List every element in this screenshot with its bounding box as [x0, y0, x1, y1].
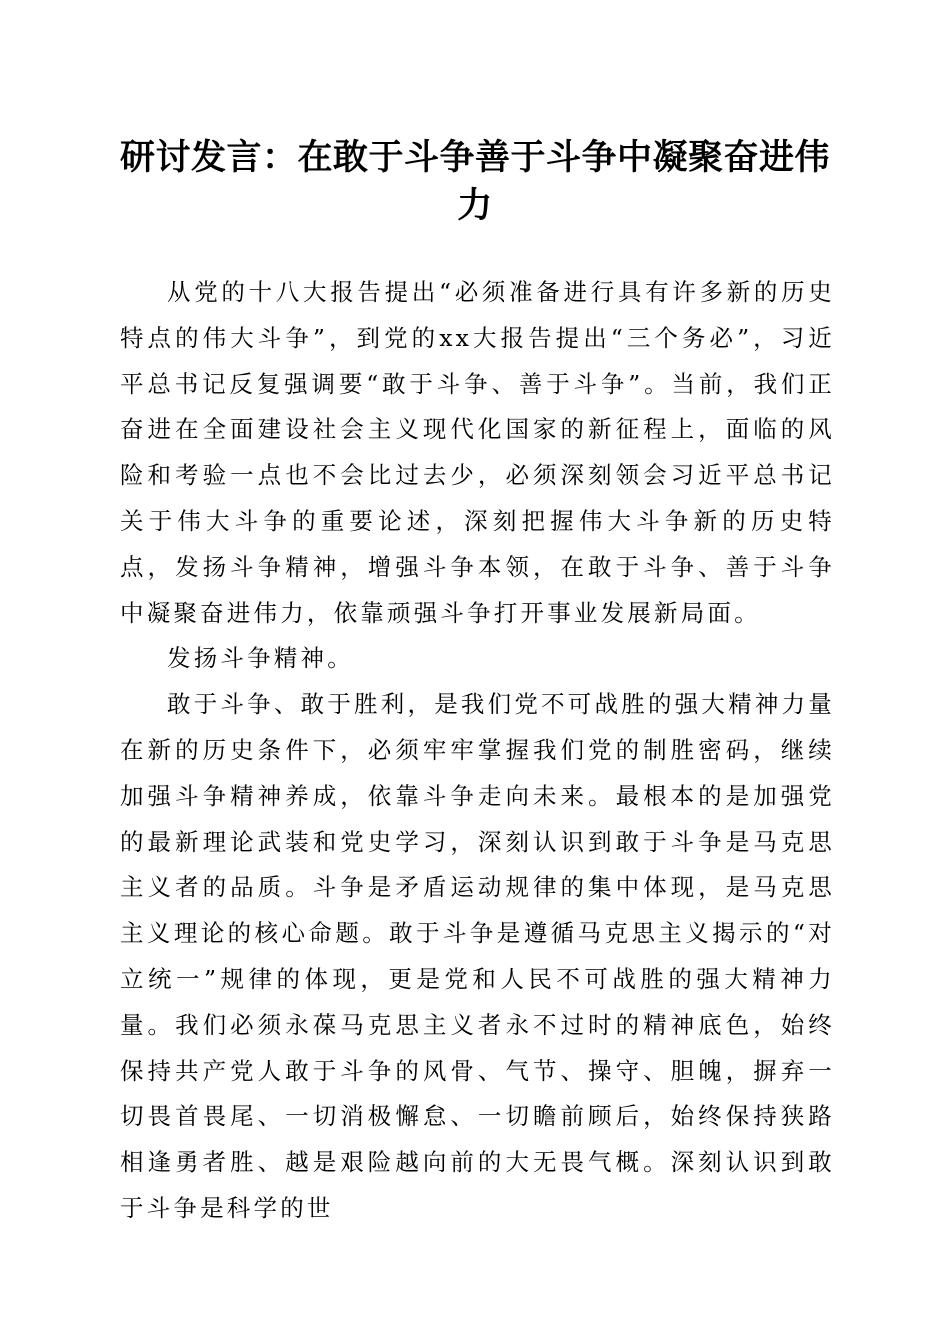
document-body	[120, 270, 835, 1232]
document-title: 研讨发言：在敢于斗争善于斗争中凝聚奋进伟力	[120, 137, 831, 226]
section-heading: 发扬斗争精神。	[167, 644, 354, 673]
intro-paragraph: 从党的十八大报告提出“必须准备进行具有许多新的历史特点的伟大斗争”，到党的xx大报告提出“三个务必”，习近平总书记反复强调要“敢于斗争、善于斗争”。当前，我们正奋进在全面建设社会主义现代化国家的新征程上，面临的风险和考验一点也不会比过去少，必须深刻领会习近平总书记关于伟大斗争的重要论述，深刻把握伟大斗争新的历史特点，发扬斗争精神，增强斗争本领，在敢于斗争、善于斗争中凝聚奋进伟力，依靠顽强斗争打开事业发展新局面。	[120, 278, 835, 627]
body-paragraph: 敢于斗争、敢于胜利，是我们党不可战胜的强大精神力量在新的历史条件下，必须牢牢掌握我们党的制胜密码，继续加强斗争精神养成，依靠斗争走向未来。最根本的是加强党的最新理论武装和党史学习，深刻认识到敢于斗争是马克思主义者的品质。斗争是矛盾运动规律的集中体现，是马克思主义理论的核心命题。敢于斗争是遵循马克思主义揭示的“对立统一”规律的体现，更是党和人民不可战胜的强大精神力量。我们必须永葆马克思主义者永不过时的精神底色，始终保持共产党人敢于斗争的风骨、气节、操守、胆魄，摒弃一切畏首畏尾、一切消极懈怠、一切瞻前顾后，始终保持狭路相逢勇者胜、越是艰险越向前的大无畏气概。深刻认识到敢于斗争是科学的世	[120, 690, 835, 1222]
